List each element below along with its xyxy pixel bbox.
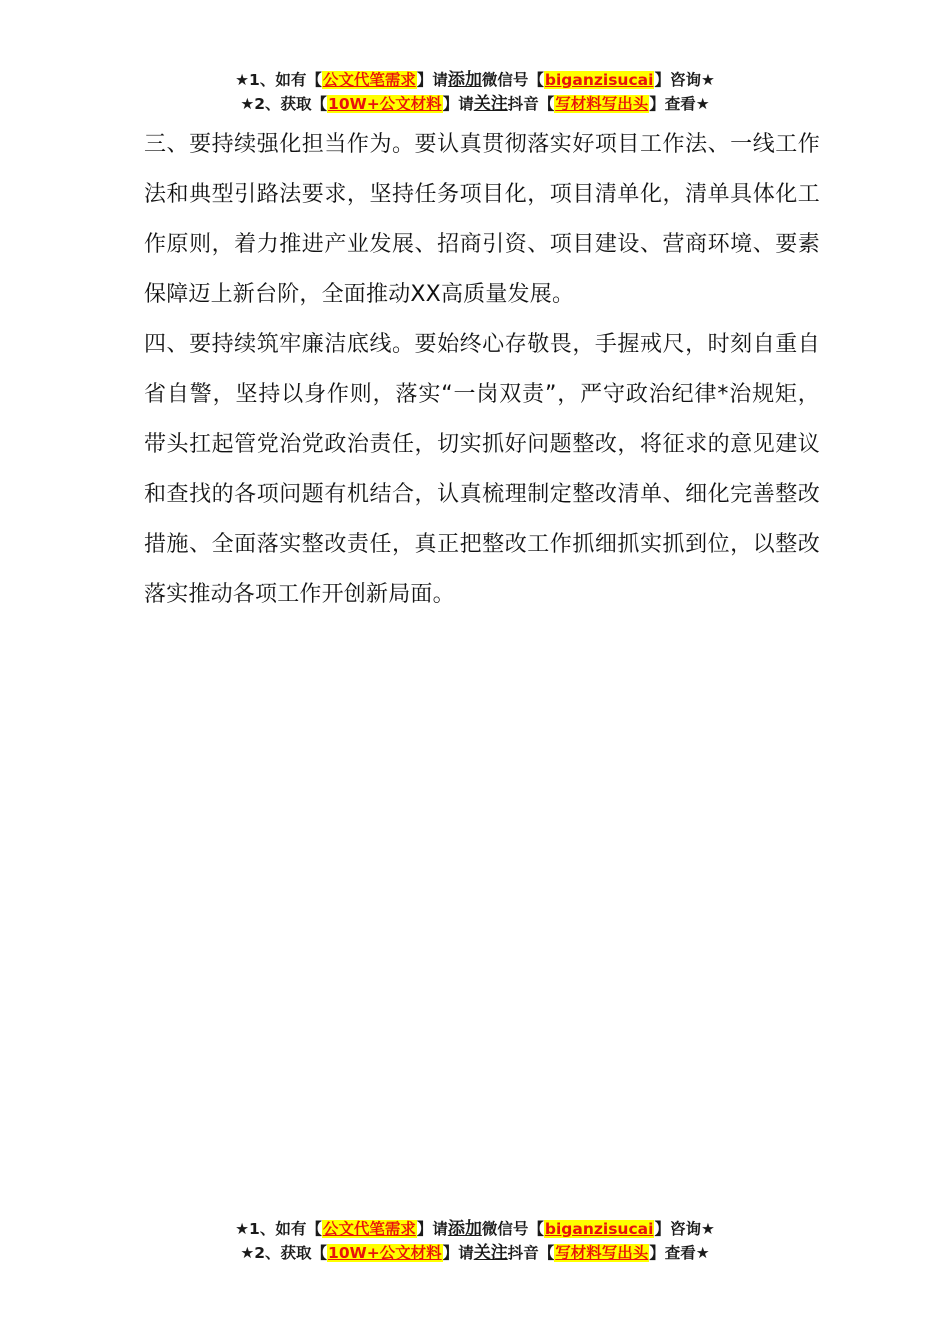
header-banner <box>0 68 950 116</box>
footer-line1-suffix: 】咨询★ <box>654 1220 715 1238</box>
footer-line2-prefix: ★2、获取【 <box>240 1244 328 1262</box>
footer-banner <box>0 1217 950 1265</box>
footer-banner-line-1 <box>0 1217 950 1241</box>
banner-line1-mid1: 】请 <box>416 71 448 89</box>
footer-line2-mid1: 】请 <box>442 1244 474 1262</box>
banner-line1-highlight-wechat: biganzisucai <box>544 71 654 89</box>
footer-line2-highlight-materials: 10W+公文材料 <box>328 1244 442 1262</box>
footer-line1-underlined: 添加 <box>447 1219 482 1239</box>
banner-line2-highlight-materials: 10W+公文材料 <box>328 95 442 113</box>
footer-line2-mid2: 抖音【 <box>507 1244 555 1262</box>
banner-line2-highlight-douyin: 写材料写出头 <box>555 95 649 113</box>
banner-line2-prefix: ★2、获取【 <box>240 95 328 113</box>
paragraph-section-four: 四、要持续筑牢廉洁底线。要始终心存敬畏，手握戒尺，时刻自重自省自警，坚持以身作则，落实“一岗双责”，严守政治纪律*治规矩，带头扛起管党治党政治责任，切实抓好问题整改，将征求的意见建议和查找的各项问题有机结合，认真梳理制定整改清单、细化完善整改措施、全面落实整改责任，真正把整改工作抓细抓实抓到位，以整改落实推动各项工作开创新局面。 <box>144 332 820 607</box>
footer-line2-highlight-douyin: 写材料写出头 <box>555 1244 649 1262</box>
banner-line1-prefix: ★1、如有【 <box>235 71 322 89</box>
footer-line1-highlight-wechat: biganzisucai <box>544 1220 654 1238</box>
document-body <box>144 120 820 620</box>
footer-line2-underlined: 关注 <box>473 1243 508 1263</box>
footer-line1-mid1: 】请 <box>416 1220 448 1238</box>
paragraph-section-three: 三、要持续强化担当作为。要认真贯彻落实好项目工作法、一线工作法和典型引路法要求，坚持任务项目化，项目清单化，清单具体化工作原则，着力推进产业发展、招商引资、项目建设、营商环境、要素保障迈上新台阶，全面推动XX高质量发展。 <box>144 132 820 307</box>
banner-line1-mid2: 微信号【 <box>481 71 544 89</box>
footer-line2-suffix: 】查看★ <box>649 1244 710 1262</box>
banner-line2-suffix: 】查看★ <box>649 95 710 113</box>
banner-line-2 <box>0 92 950 116</box>
banner-line1-underlined: 添加 <box>447 70 482 90</box>
footer-banner-line-2 <box>0 1241 950 1265</box>
banner-line1-highlight-service: 公文代笔需求 <box>322 71 416 89</box>
banner-line2-mid1: 】请 <box>442 95 474 113</box>
banner-line1-suffix: 】咨询★ <box>654 71 715 89</box>
banner-line2-underlined: 关注 <box>473 94 508 114</box>
banner-line2-mid2: 抖音【 <box>507 95 555 113</box>
footer-line1-highlight-service: 公文代笔需求 <box>322 1220 416 1238</box>
banner-line-1 <box>0 68 950 92</box>
footer-line1-prefix: ★1、如有【 <box>235 1220 322 1238</box>
footer-line1-mid2: 微信号【 <box>481 1220 544 1238</box>
